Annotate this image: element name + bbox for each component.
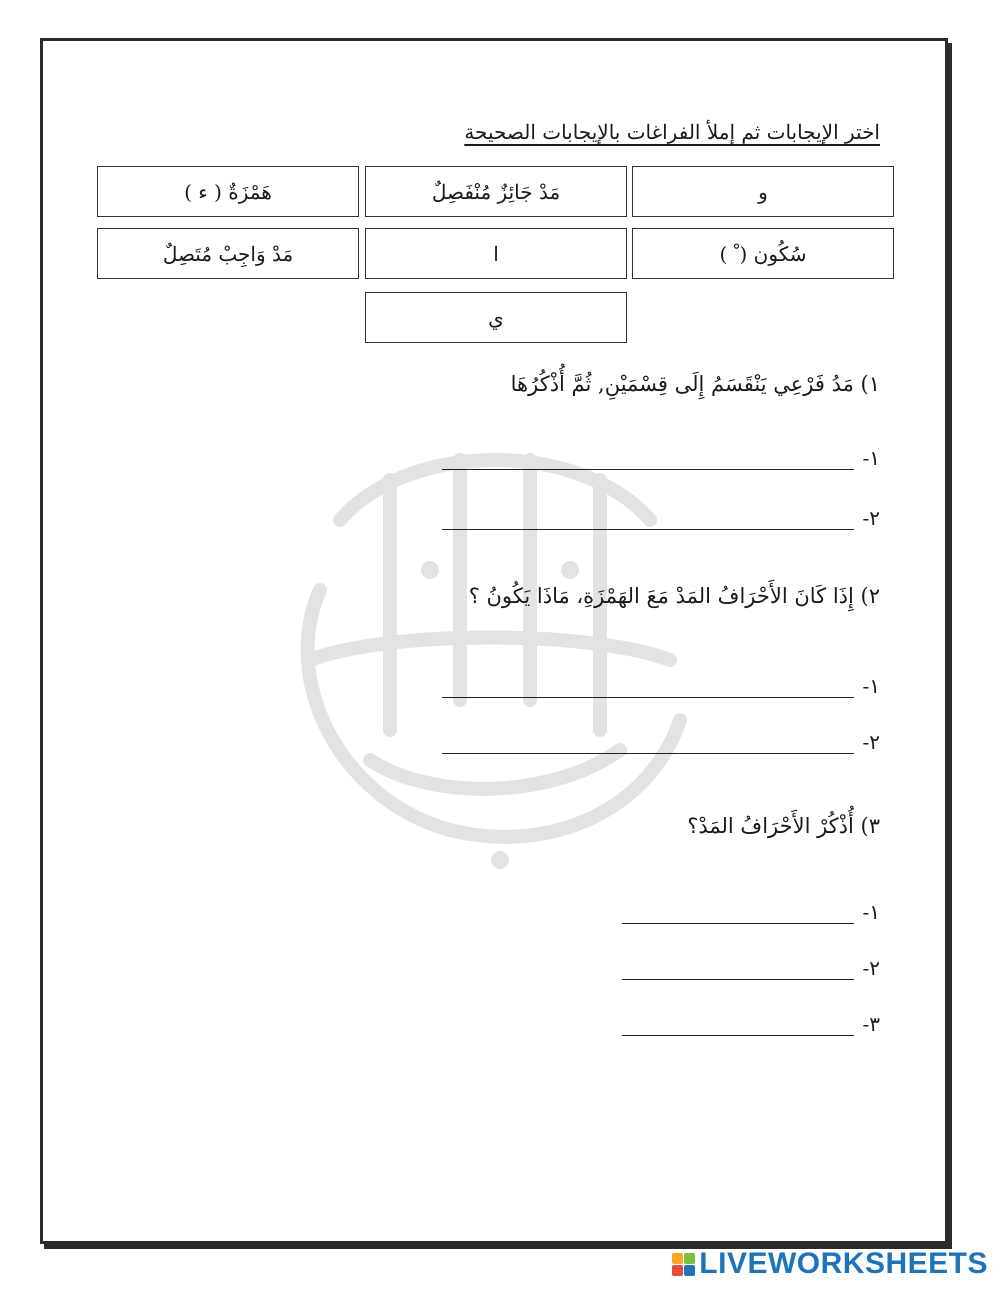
answer-number: ١- [862,446,880,470]
instruction-text: اختر الإيجابات ثم إملأ الفراغات بالإيجابات الصحيحة [464,120,880,144]
answer-number: ١- [862,674,880,698]
q1-answer-1-input[interactable] [442,447,854,470]
calligraphy-watermark [250,400,730,900]
logo-tile [684,1253,695,1264]
answer-number: ١- [862,900,880,924]
question-2: ٢) إِذَا كَانَ الأَحْرَافُ المَدْ مَعَ الهَمْزَةِ، مَاذَا يَكُونُ ؟ [468,584,880,608]
answer-row [442,730,880,754]
answer-row [622,956,880,980]
answer-row [622,1012,880,1036]
logo-tiles-icon [672,1253,695,1276]
answer-row [442,506,880,530]
logo-tile [684,1265,695,1276]
question-3: ٣) أُذْكُرْ الأَحْرَافُ المَدْ؟ [687,814,880,838]
answer-number: ٢- [862,730,880,754]
answer-number: ٢- [862,956,880,980]
option-mad-jaiz-munfasil[interactable]: مَدْ جَائِزٌ مُنْفَصِلٌ [365,166,627,217]
option-mad-wajib-muttasil[interactable]: مَدْ وَاجِبْ مُتَصِلٌ [97,228,359,279]
logo-text: LIVEWORKSHEETS [699,1247,988,1280]
question-1: ١) مَدُ فَرْعِي يَنْقَسَمُ إِلَى قِسْمَيْنِ, ثُمَّ أُذْكُرُهَا [510,372,880,396]
option-sukun[interactable]: سُكُون ( ْ ) [632,228,894,279]
liveworksheets-logo [672,1247,988,1281]
q1-answer-2-input[interactable] [442,507,854,530]
q3-answer-2-input[interactable] [622,957,854,980]
q3-answer-3-input[interactable] [622,1013,854,1036]
answer-number: ٢- [862,506,880,530]
q3-answer-1-input[interactable] [622,901,854,924]
logo-tile [672,1253,683,1264]
answer-row [442,446,880,470]
answer-row [442,674,880,698]
option-hamzah[interactable]: هَمْزَةٌ ( ء ) [97,166,359,217]
logo-tile [672,1265,683,1276]
option-ya[interactable]: ي [365,292,627,343]
q2-answer-2-input[interactable] [442,731,854,754]
answer-number: ٣- [862,1012,880,1036]
q2-answer-1-input[interactable] [442,675,854,698]
option-alif[interactable]: ا [365,228,627,279]
option-waw[interactable]: و [632,166,894,217]
answer-row [622,900,880,924]
